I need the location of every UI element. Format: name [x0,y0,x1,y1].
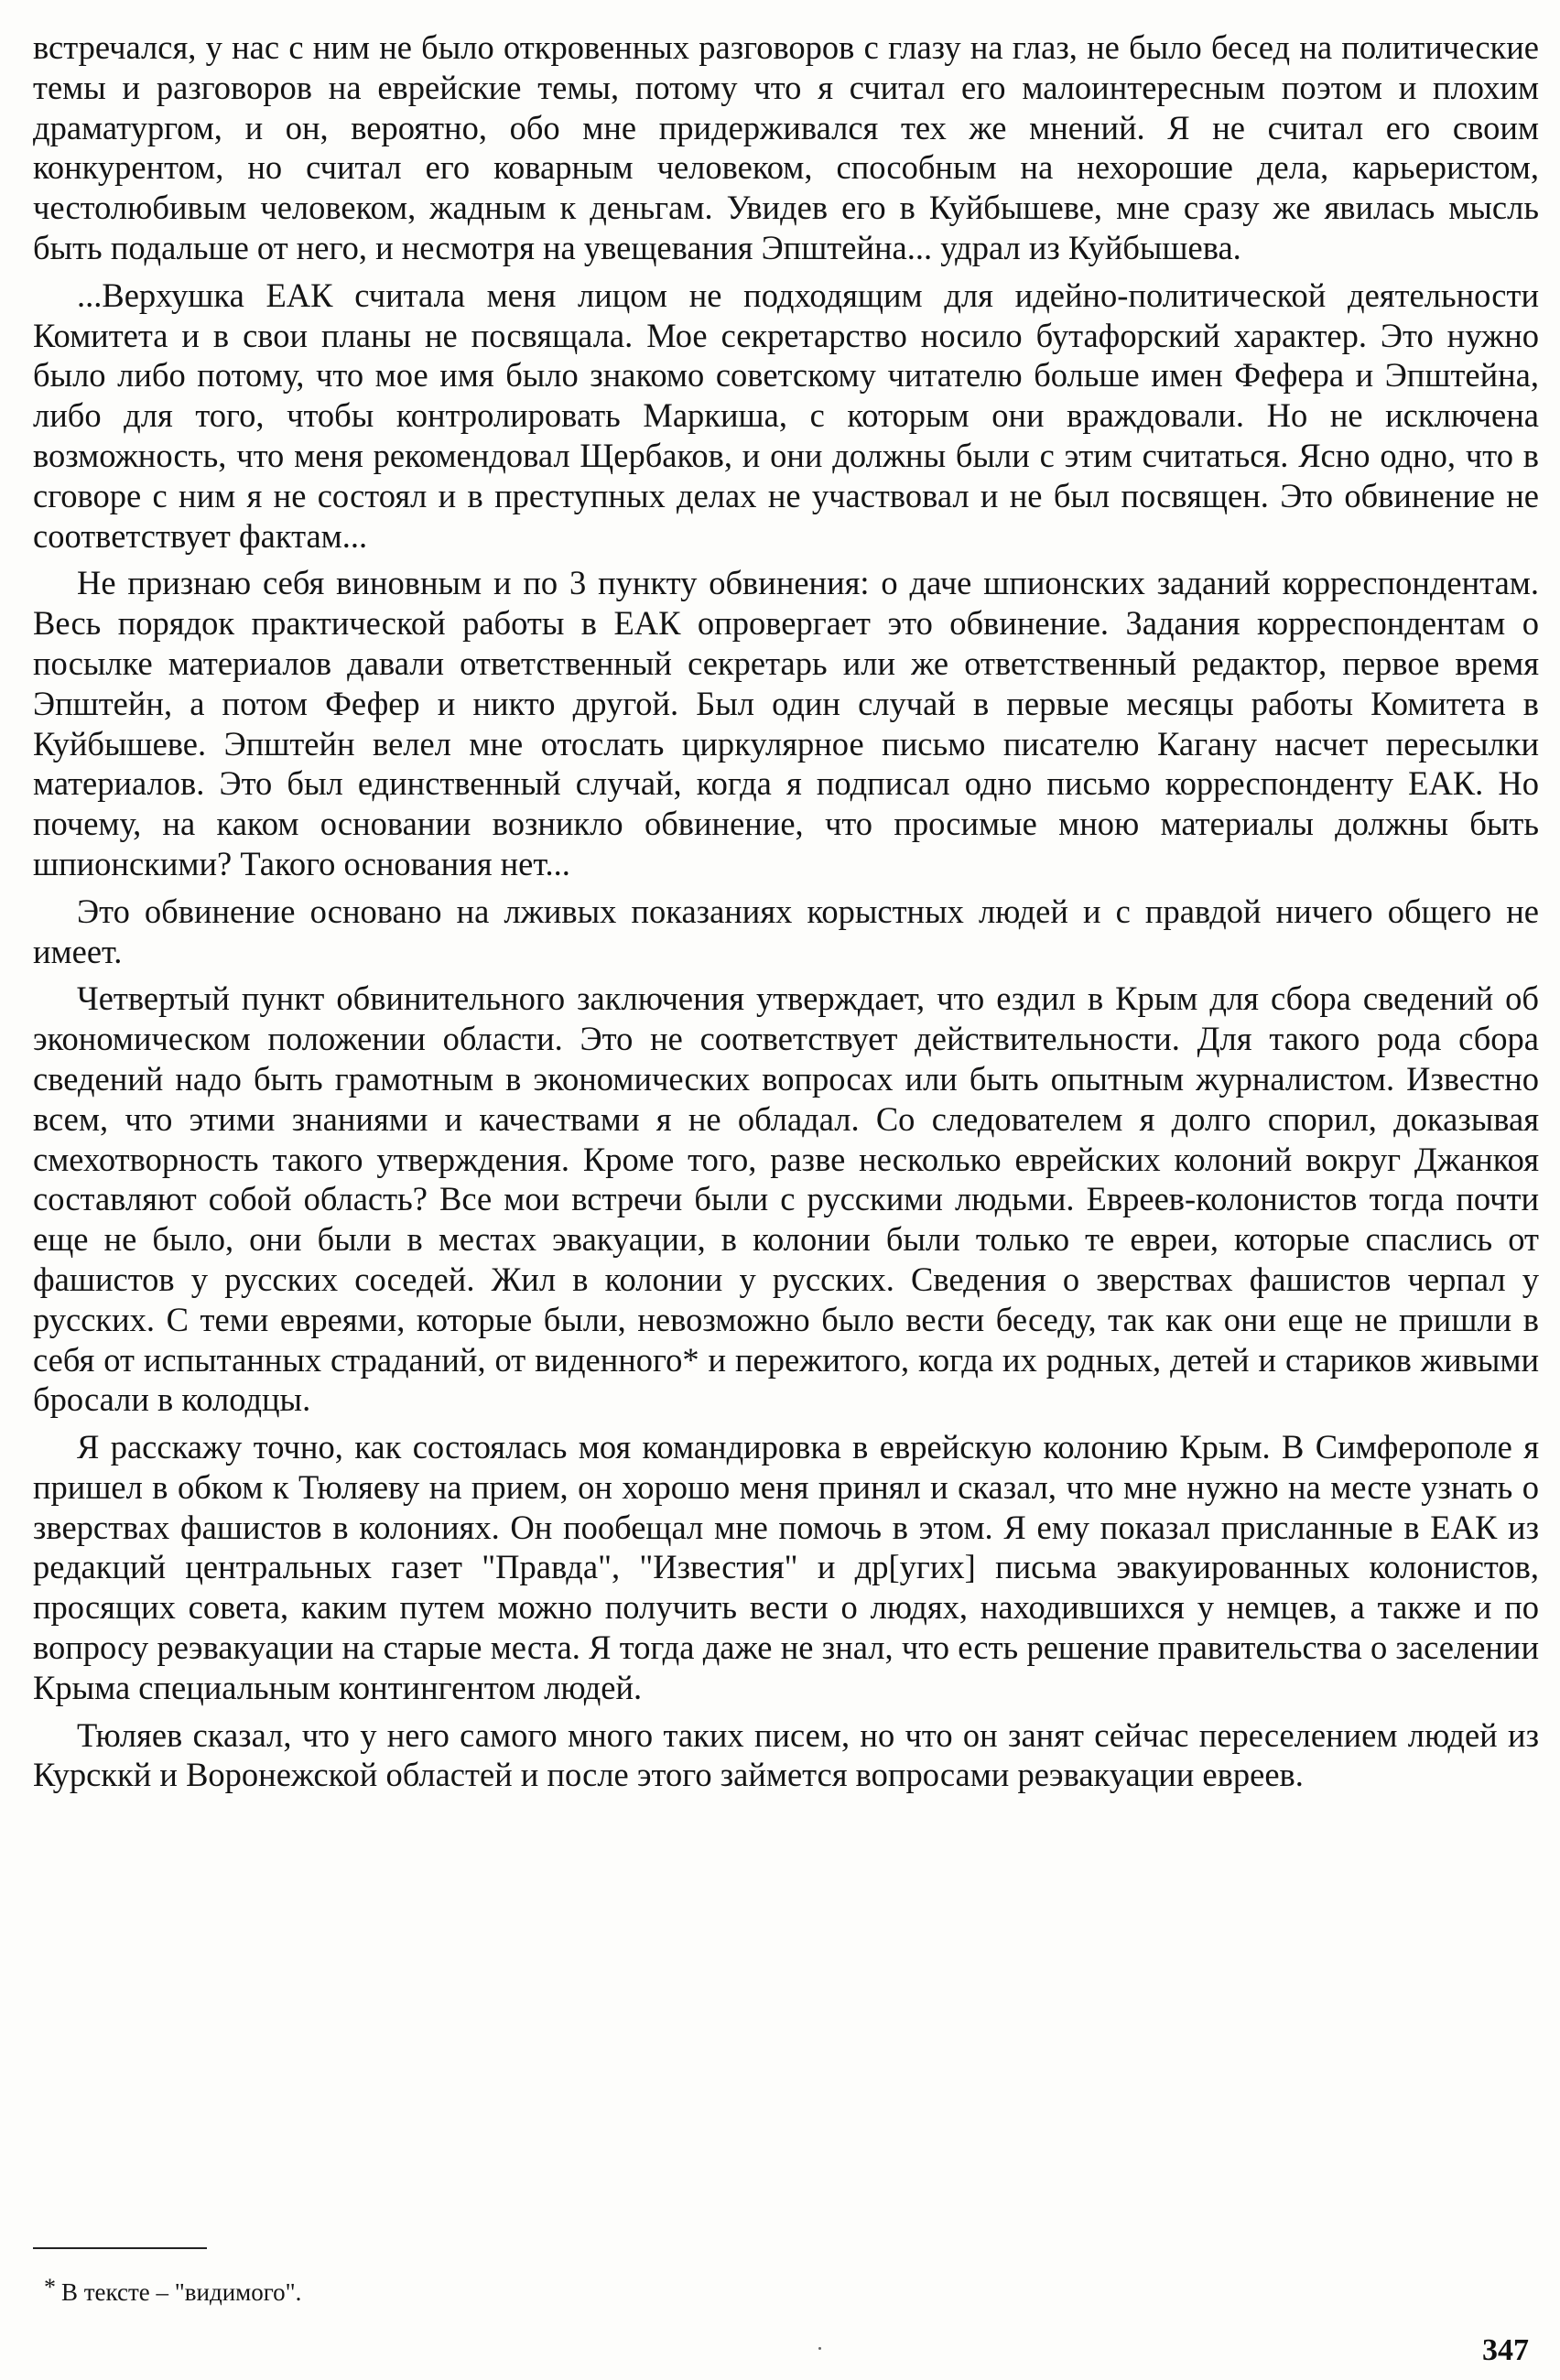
print-speck [818,2347,821,2350]
footnote-divider [33,2247,207,2249]
paragraph-7: Тюляев сказал, что у него самого много таких писем, но что он занят сейчас переселением людей из Курсккй и Воронежской областей и после этого займется вопросами реэвакуации евреев. [33,1715,1539,1794]
body-text [33,27,1539,1802]
footnote [44,2272,301,2308]
page-number: 347 [1482,2333,1529,2367]
paragraph-4: Это обвинение основано на лживых показаниях корыстных людей и с правдой ничего общего не имеет. [33,892,1539,970]
footnote-text: В тексте – "видимого". [61,2278,302,2306]
paragraph-2: ...Верхушка ЕАК считала меня лицом не подходящим для идейно-политической деятельности Комитета и в свои планы не посвящала. Мое секретарство носило бутафорский характер. Это нужно было либо потому, что мое имя было знакомо советскому читателю больше имен Фефера и Эпштейна, либо для того, чтобы контролировать Маркиша, с которым они враждовали. Но не исключена возможность, что меня рекомендовал Щербаков, и они должны были с этим считаться. Ясно одно, что в сговоре с ним я не состоял и в преступных делах не участвовал и не был посвящен. Это обвинение не соответствует фактам... [33,276,1539,555]
paragraph-5: Четвертый пункт обвинительного заключения утверждает, что ездил в Крым для сбора сведений об экономическом положении области. Это не соответствует действительности. Для такого рода сбора сведений надо быть грамотным в экономических вопросах или быть опытным журналистом. Известно всем, что этими знаниями и качествами я не обладал. Со следователем я долго спорил, доказывая смехотворность такого утверждения. Кроме того, разве несколько еврейских колоний вокруг Джанкоя составляют собой область? Все мои встречи были с русскими людьми. Евреев-колонистов тогда почти еще не было, они были в местах эвакуации, в колонии были только те евреи, которые спаслись от фашистов у русских соседей. Жил в колонии у русских. Сведения о зверствах фашистов черпал у русских. С теми евреями, которые были, невозможно было вести беседу, так как они еще не пришли в себя от испытанных страданий, от виденного* и пережитого, когда их родных, детей и стариков живыми бросали в колодцы. [33,979,1539,1419]
footnote-marker: * [44,2274,56,2300]
paragraph-3: Не признаю себя виновным и по 3 пункту обвинения: о даче шпионских заданий корреспондентам. Весь порядок практической работы в ЕАК опровергает это обвинение. Задания корреспондентам о посылке материалов давали ответственный секретарь или же ответственный редактор, первое время Эпштейн, а потом Фефер и никто другой. Был один случай в первые месяцы работы Комитета в Куйбышеве. Эпштейн велел мне отослать циркулярное письмо писателю Кагану насчет пересылки материалов. Это был единственный случай, когда я подписал одно письмо корреспонденту ЕАК. Но почему, на каком основании возникло обвинение, что просимые мною материалы должны быть шпионскими? Такого основания нет... [33,564,1539,882]
paragraph-1: встречался, у нас с ним не было откровенных разговоров с глазу на глаз, не было бесед на политические темы и разговоров на еврейские темы, потому что я считал его малоинтересным поэтом и плохим драматургом, и он, вероятно, обо мне придерживался тех же мнений. Я не считал его своим конкурентом, но считал его коварным человеком, способным на нехорошие дела, карьеристом, честолюбивым человеком, жадным к деньгам. Увидев его в Куйбышеве, мне сразу же явилась мысль быть подальше от него, и несмотря на увещевания Эпштейна... удрал из Куйбышева. [33,28,1539,266]
paragraph-6: Я расскажу точно, как состоялась моя командировка в еврейскую колонию Крым. В Симферополе я пришел в обком к Тюляеву на прием, он хорошо меня принял и сказал, что мне нужно на месте узнать о зверствах фашистов в колониях. Он пообещал мне помочь в этом. Я ему показал присланные в ЕАК из редакций центральных газет "Правда", "Известия" и др[угих] письма эвакуированных колонистов, просящих совета, каким путем можно получить вести о людях, находившихся у немцев, а также и по вопросу реэвакуации на старые места. Я тогда даже не знал, что есть решение правительства о заселении Крыма специальным контингентом людей. [33,1428,1539,1706]
